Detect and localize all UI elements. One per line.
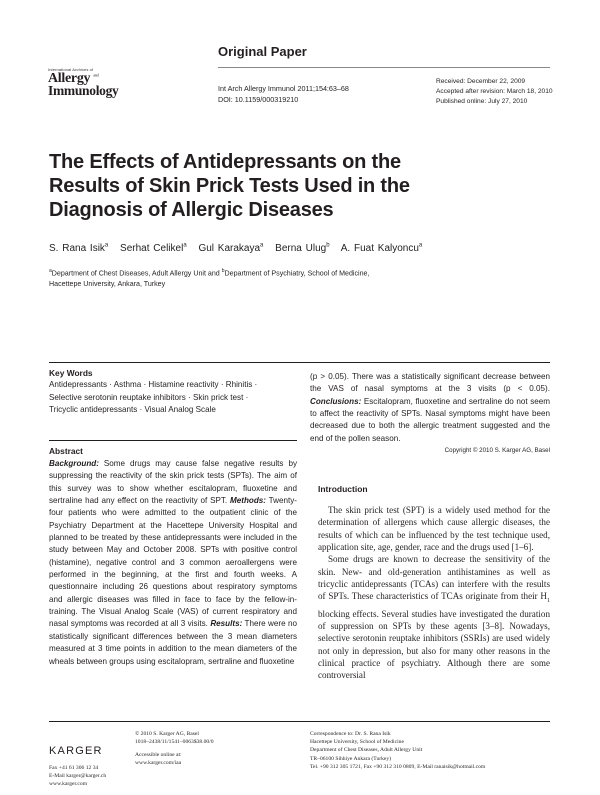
abstract-copyright: Copyright © 2010 S. Karger AG, Basel bbox=[444, 447, 550, 454]
article-title: The Effects of Antidepressants on the Results of Skin Prick Tests Used in the Diagnosis of Allergic Diseases bbox=[49, 151, 410, 221]
publication-dates bbox=[436, 77, 553, 107]
author-list bbox=[49, 243, 569, 254]
online-label: Accessible online at: bbox=[135, 752, 182, 758]
keywords-line: Tricyclic antidepressants · Visual Analog Scale bbox=[49, 405, 216, 415]
keywords-list bbox=[49, 379, 293, 417]
correspondence-line: Hacettepe University, School of Medicine bbox=[310, 739, 404, 746]
fax-line: Fax +41 61 306 12 34 bbox=[49, 765, 99, 771]
background-text: Some drugs may cause false negative results by suppressing the reactivity of the skin prick tests (SPTs). The aim of this survey was to show whether escitalopram, fluoxetine and sertraline had any effect on the reactivity of SPT. bbox=[49, 459, 297, 506]
methods-label: Methods: bbox=[230, 496, 266, 506]
logo-word-and: and bbox=[93, 72, 99, 78]
publisher-contact bbox=[49, 764, 106, 789]
keywords-heading: Key Words bbox=[49, 368, 93, 378]
affiliation-line-1: $^a$Department of Chest Diseases, Adult Allergy Unit and $^b$Department of Psychiatry, School of Medicine, bbox=[49, 268, 370, 278]
journal-line: Int Arch Allergy Immunol 2011;154:63–68 bbox=[218, 84, 349, 93]
author: Serhat Celikel$^a$ bbox=[120, 243, 187, 255]
received-date: Received: December 22, 2009 bbox=[436, 78, 526, 85]
correspondence-line: Correspondence to: Dr. S. Rana Isik bbox=[310, 731, 391, 737]
methods-text: Twenty-four patients who were admitted to the outpatient clinic of the Psychiatry Department at the Hacettepe University Hospital and planned to be treated by these antidepressants were included in the study between May and October 2008. SPTs with positive control (histamine), negative control and 3 common aeroallergens were performed in the beginning, at the first and fourth weeks. A questionnaire including 26 questions about respiratory symptoms and allergic diseases was filled in face to face by the fellow-in-training. The Visual Analog Scale (VAS) of current respiratory and nasal symptoms was recorded at all 3 visits. bbox=[49, 496, 298, 629]
doi-line: DOI: 10.1159/000319210 bbox=[218, 95, 299, 104]
results-continued: (p > 0.05). There was a statistically significant decrease between the VAS of nasal symptoms at the 3 visits (p < 0.05). bbox=[310, 372, 550, 394]
abstract-body bbox=[49, 458, 297, 668]
logo-word-allergy: Allergy bbox=[48, 71, 91, 86]
online-access bbox=[135, 751, 182, 767]
author: S. Rana Isik$^a$ bbox=[49, 243, 109, 255]
header-rule bbox=[218, 67, 550, 68]
results-label: Results: bbox=[210, 619, 243, 629]
copyright-line: © 2010 S. Karger AG, Basel bbox=[135, 731, 199, 737]
affiliation-line-2: Hacettepe University, Ankara, Turkey bbox=[49, 280, 166, 289]
online-url: www.karger.com/iaa bbox=[135, 760, 182, 767]
top-divider bbox=[49, 362, 550, 363]
abstract-continued bbox=[310, 371, 550, 445]
issn-line: 1018–2438/11/1541–0063$38.00/0 bbox=[135, 739, 214, 746]
correspondence-line: Tel. +90 312 305 1721, Fax +90 312 310 0809, E-Mail ranaisik@hotmail.com bbox=[310, 763, 486, 770]
intro-paragraph-1: The skin prick test (SPT) is a widely used method for the determination of allergens which cause allergic diseases, the results of which can be influenced by the test technique used, application site, age, gender, race and the drugs used [1–6]. bbox=[318, 505, 550, 553]
correspondence-line: TR–06100 Sihhiye Ankara (Turkey) bbox=[310, 755, 392, 762]
background-label: Background: bbox=[49, 459, 99, 468]
keywords-line: Selective serotonin reuptake inhibitors · Skin prick test · bbox=[49, 392, 249, 402]
author: Berna Ulug$^b$ bbox=[275, 243, 330, 255]
footer-divider bbox=[49, 721, 550, 722]
conclusions-label: Conclusions: bbox=[310, 396, 362, 406]
logo-line-3: Immunology bbox=[48, 83, 119, 98]
author: Gul Karakaya$^a$ bbox=[198, 243, 264, 255]
author: A. Fuat Kalyoncu$^a$ bbox=[340, 243, 423, 255]
website-line: www.karger.com bbox=[49, 781, 88, 788]
keywords-divider bbox=[49, 440, 297, 441]
published-date: Published online: July 27, 2010 bbox=[436, 98, 528, 105]
affiliations bbox=[49, 266, 479, 290]
journal-logo bbox=[48, 68, 128, 98]
accepted-date: Accepted after revision: March 18, 2010 bbox=[436, 88, 553, 95]
logo-line-1: International Archives of bbox=[48, 67, 94, 72]
introduction-heading: Introduction bbox=[318, 484, 368, 494]
section-label: Original Paper bbox=[218, 44, 307, 59]
results-text: There were no statistically significant differences between the 3 mean diameters measured at 3 time points in addition to the mean diameters of the wheals between groups using escitalopram, sertraline and fluoxetine bbox=[49, 619, 297, 666]
correspondence bbox=[310, 730, 550, 771]
correspondence-line: Department of Chest Diseases, Adult Allergy Unit bbox=[310, 747, 423, 754]
conclusions-text: Escitalopram, fluoxetine and sertraline do not seem to affect the reactivity of SPTs. Nasal symptoms might have been decreased due to both the allergic treatment suggested and the end of the pollen season. bbox=[310, 396, 550, 443]
journal-citation bbox=[218, 83, 349, 105]
email-line: E-Mail karger@karger.ch bbox=[49, 773, 107, 780]
abstract-heading: Abstract bbox=[49, 446, 83, 456]
introduction-body bbox=[318, 504, 550, 682]
intro-paragraph-2: Some drugs are known to decrease the sensitivity of the skin. New- and old-generation antihistamines as well as tricyclic antidepressants (TCAs) can interfere with the results of SPTs. These characteristics of TCAs originate from their $H_1$ blocking effects. Several studies have investigated the duration of suppression on SPTs by these agents [3–8]. Nowadays, selective serotonin reuptake inhibitors (SSRIs) are used widely not only in depression, but also for many other reasons in the clinical practice of psychiatry. Although there are some controversial bbox=[318, 554, 550, 681]
keywords-line: Antidepressants · Asthma · Histamine reactivity · Rhinitis · bbox=[49, 380, 258, 389]
footer-copyright bbox=[135, 730, 214, 746]
publisher-logo: KARGER bbox=[49, 745, 103, 757]
